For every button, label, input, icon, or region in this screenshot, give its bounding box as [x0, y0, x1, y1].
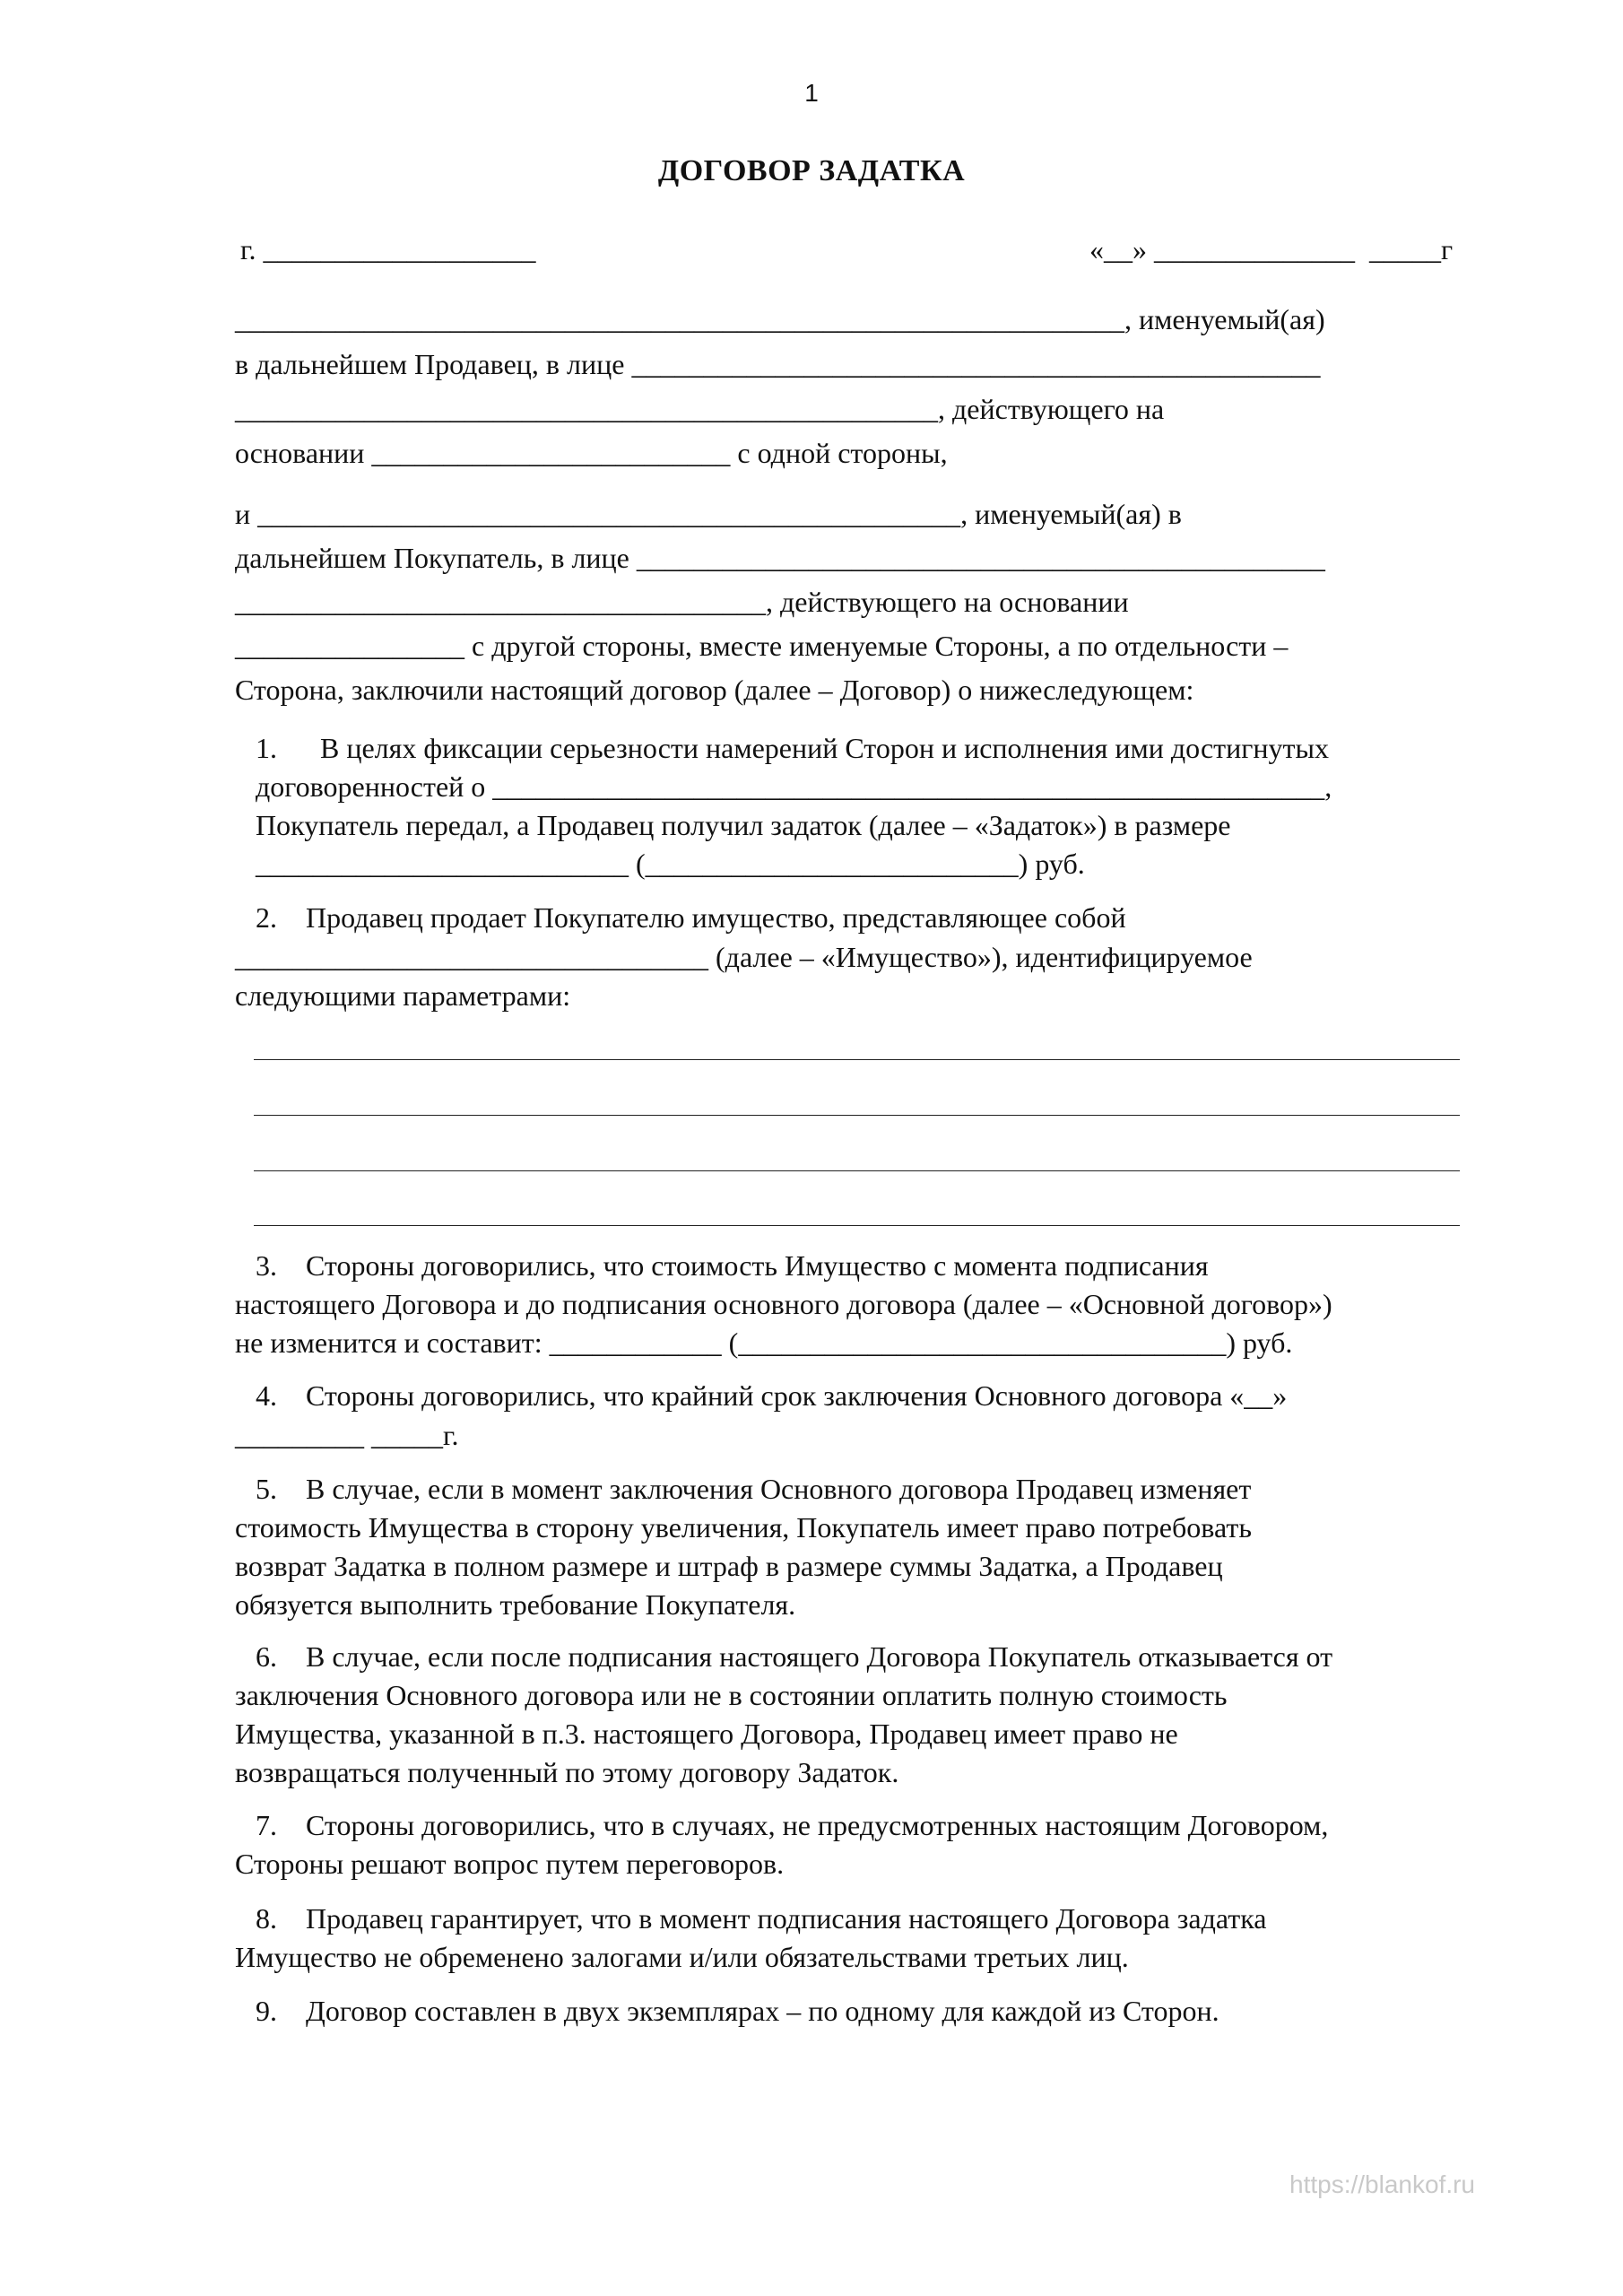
clause-line: 9. Договор составлен в двух экземплярах – по одному для каждой из Сторон. — [256, 1995, 1219, 2027]
clause-line: договоренностей о __________________________________________________________, — [256, 770, 1332, 803]
clause-line: 3. Стороны договорились, что стоимость Имущество с момента подписания — [256, 1249, 1209, 1282]
date-field: «__» ______________ _____г — [1089, 233, 1454, 265]
parameter-blank-line[interactable] — [254, 1115, 1460, 1116]
watermark: https://blankof.ru — [1289, 2170, 1476, 2198]
preamble-line: Сторона, заключили настоящий договор (далее – Договор) о нижеследующем: — [235, 674, 1194, 706]
clause-line: 1. В целях фиксации серьезности намерений Сторон и исполнения ими достигнутых — [256, 732, 1330, 764]
clause-line: 8. Продавец гарантирует, что в момент подписания настоящего Договора задатка — [256, 1902, 1267, 1935]
clause-line: заключения Основного договора или не в состоянии оплатить полную стоимость — [235, 1679, 1228, 1711]
preamble-line: и _________________________________________________, именуемый(ая) в — [235, 498, 1182, 530]
parameter-blank-line[interactable] — [254, 1059, 1460, 1060]
clause-line: 7. Стороны договорились, что в случаях, не предусмотренных настоящим Договором, — [256, 1809, 1329, 1841]
clause-line: обязуется выполнить требование Покупателя. — [235, 1588, 796, 1621]
preamble-line: ________________ с другой стороны, вместе именуемые Стороны, а по отдельности – — [235, 630, 1289, 662]
clause-line: 5. В случае, если в момент заключения Основного договора Продавец изменяет — [256, 1473, 1252, 1505]
clause-line: Стороны решают вопрос путем переговоров. — [235, 1848, 785, 1880]
clause-line: __________________________ (__________________________) руб. — [256, 848, 1085, 880]
preamble-line: _________________________________________________, действующего на — [235, 393, 1165, 425]
parameter-blank-line[interactable] — [254, 1170, 1460, 1171]
preamble-line: ______________________________________________________________, именуемый(ая) — [235, 303, 1325, 335]
parameter-blank-line[interactable] — [254, 1225, 1460, 1226]
clause-line: Имущества, указанной в п.3. настоящего Договора, Продавец имеет право не — [235, 1718, 1178, 1750]
clause-line: 2. Продавец продает Покупателю имущество, представляющее собой — [256, 901, 1126, 934]
clause-line: настоящего Договора и до подписания основного договора (далее – «Основной договор») — [235, 1288, 1332, 1320]
clause-line: возвращаться полученный по этому договору Задаток. — [235, 1756, 899, 1788]
city-field: г. ___________________ — [240, 233, 536, 265]
preamble-line: в дальнейшем Продавец, в лице ________________________________________________ — [235, 348, 1321, 380]
clause-line: стоимость Имущества в сторону увеличения, Покупатель имеет право потребовать — [235, 1511, 1252, 1544]
preamble-line: основании _________________________ с одной стороны, — [235, 437, 948, 469]
clause-line: _________ _____г. — [235, 1419, 459, 1451]
clause-line: Имущество не обременено залогами и/или обязательствами третьих лиц. — [235, 1941, 1129, 1973]
clause-line: 4. Стороны договорились, что крайний срок заключения Основного договора «__» — [256, 1379, 1288, 1412]
clause-line: 6. В случае, если после подписания настоящего Договора Покупатель отказывается от — [256, 1640, 1333, 1673]
clause-line: возврат Задатка в полном размере и штраф в размере суммы Задатка, а Продавец — [235, 1550, 1223, 1582]
preamble-line: _____________________________________, действующего на основании — [235, 586, 1129, 618]
clause-line: не изменится и составит: ____________ (__________________________________) руб. — [235, 1326, 1293, 1359]
clause-line: следующими параметрами: — [235, 979, 571, 1012]
page-number: 1 — [804, 79, 819, 107]
clause-line: Покупатель передал, а Продавец получил задаток (далее – «Задаток») в размере — [256, 809, 1231, 841]
preamble-line: дальнейшем Покупатель, в лице ________________________________________________ — [235, 542, 1325, 574]
document-title: ДОГОВОР ЗАДАТКА — [657, 154, 966, 187]
clause-line: _________________________________ (далее – «Имущество»), идентифицируемое — [235, 941, 1253, 973]
